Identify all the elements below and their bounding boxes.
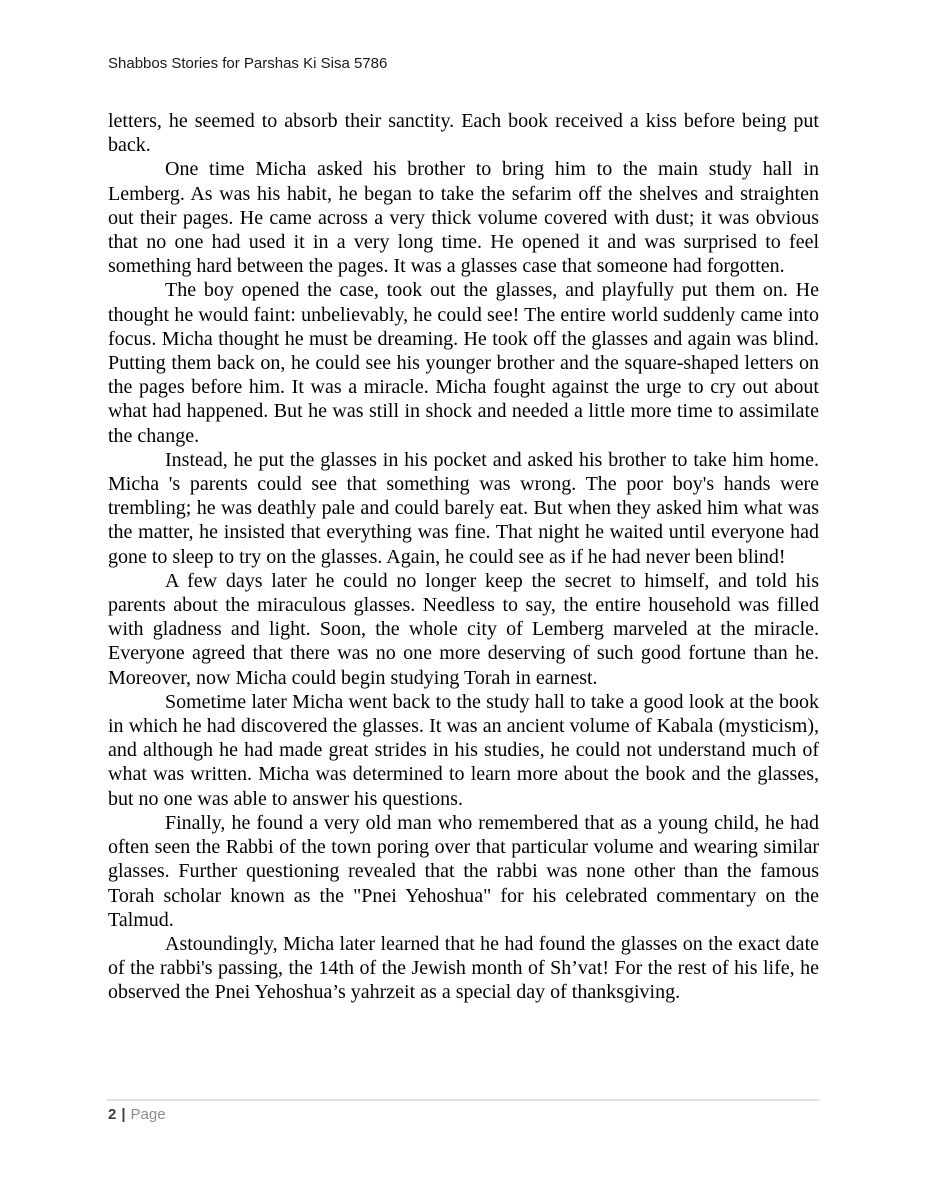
paragraph: Sometime later Micha went back to the study hall to take a good look at the book in which he had discovered the glasses. It was an ancient volume of Kabala (mysticism), and although he had made great strides in his studies, he could not understand much of what was written. Micha was determined to learn more about the book and the glasses, but no one was able to answer his questions. xyxy=(108,690,819,810)
paragraph: Finally, he found a very old man who remembered that as a young child, he had often seen the Rabbi of the town poring over that particular volume and wearing similar glasses. Further questioning revealed that the rabbi was none other than the famous Torah scholar known as the "Pnei Yehoshua" for his celebrated commentary on the Talmud. xyxy=(108,811,819,931)
footer-divider-line xyxy=(107,1099,820,1101)
page-footer xyxy=(108,1106,166,1123)
footer-separator: | xyxy=(121,1106,126,1123)
document-body xyxy=(108,109,819,1005)
paragraph: Instead, he put the glasses in his pocket and asked his brother to take him home. Micha 's parents could see that something was wrong. The poor boy's hands were trembling; he was deathly pale and could barely eat. But when they asked him what was the matter, he insisted that everything was fine. That night he waited until everyone had gone to sleep to try on the glasses. Again, he could see as if he had never been blind! xyxy=(108,448,819,568)
footer-page-label: Page xyxy=(130,1106,166,1123)
paragraph: The boy opened the case, took out the glasses, and playfully put them on. He thought he would faint: unbelievably, he could see! The entire world suddenly came into focus. Micha thought he must be dreaming. He took off the glasses and again was blind. Putting them back on, he could see his younger brother and the square-shaped letters on the pages before him. It was a miracle. Micha fought against the urge to cry out about what had happened. But he was still in shock and needed a little more time to assimilate the change. xyxy=(108,279,819,447)
paragraph: A few days later he could no longer keep the secret to himself, and told his parents about the miraculous glasses. Needless to say, the entire household was filled with gladness and light. Soon, the whole city of Lemberg marveled at the miracle. Everyone agreed that there was no one more deserving of such good fortune than he. Moreover, now Micha could begin studying Torah in earnest. xyxy=(108,569,819,689)
page-number: 2 xyxy=(108,1106,117,1123)
paragraph: One time Micha asked his brother to bring him to the main study hall in Lemberg. As was his habit, he began to take the sefarim off the shelves and straighten out their pages. He came across a very thick volume covered with dust; it was obvious that no one had used it in a very long time. He opened it and was surprised to feel something hard between the pages. It was a glasses case that someone had forgotten. xyxy=(108,158,819,278)
paragraph: letters, he seemed to absorb their sanctity. Each book received a kiss before being put back. xyxy=(108,110,819,157)
paragraph: Astoundingly, Micha later learned that he had found the glasses on the exact date of the rabbi's passing, the 14th of the Jewish month of Sh’vat! For the rest of his life, he observed the Pnei Yehoshua’s yahrzeit as a special day of thanksgiving. xyxy=(108,932,819,1004)
page-header: Shabbos Stories for Parshas Ki Sisa 5786 xyxy=(108,55,388,72)
